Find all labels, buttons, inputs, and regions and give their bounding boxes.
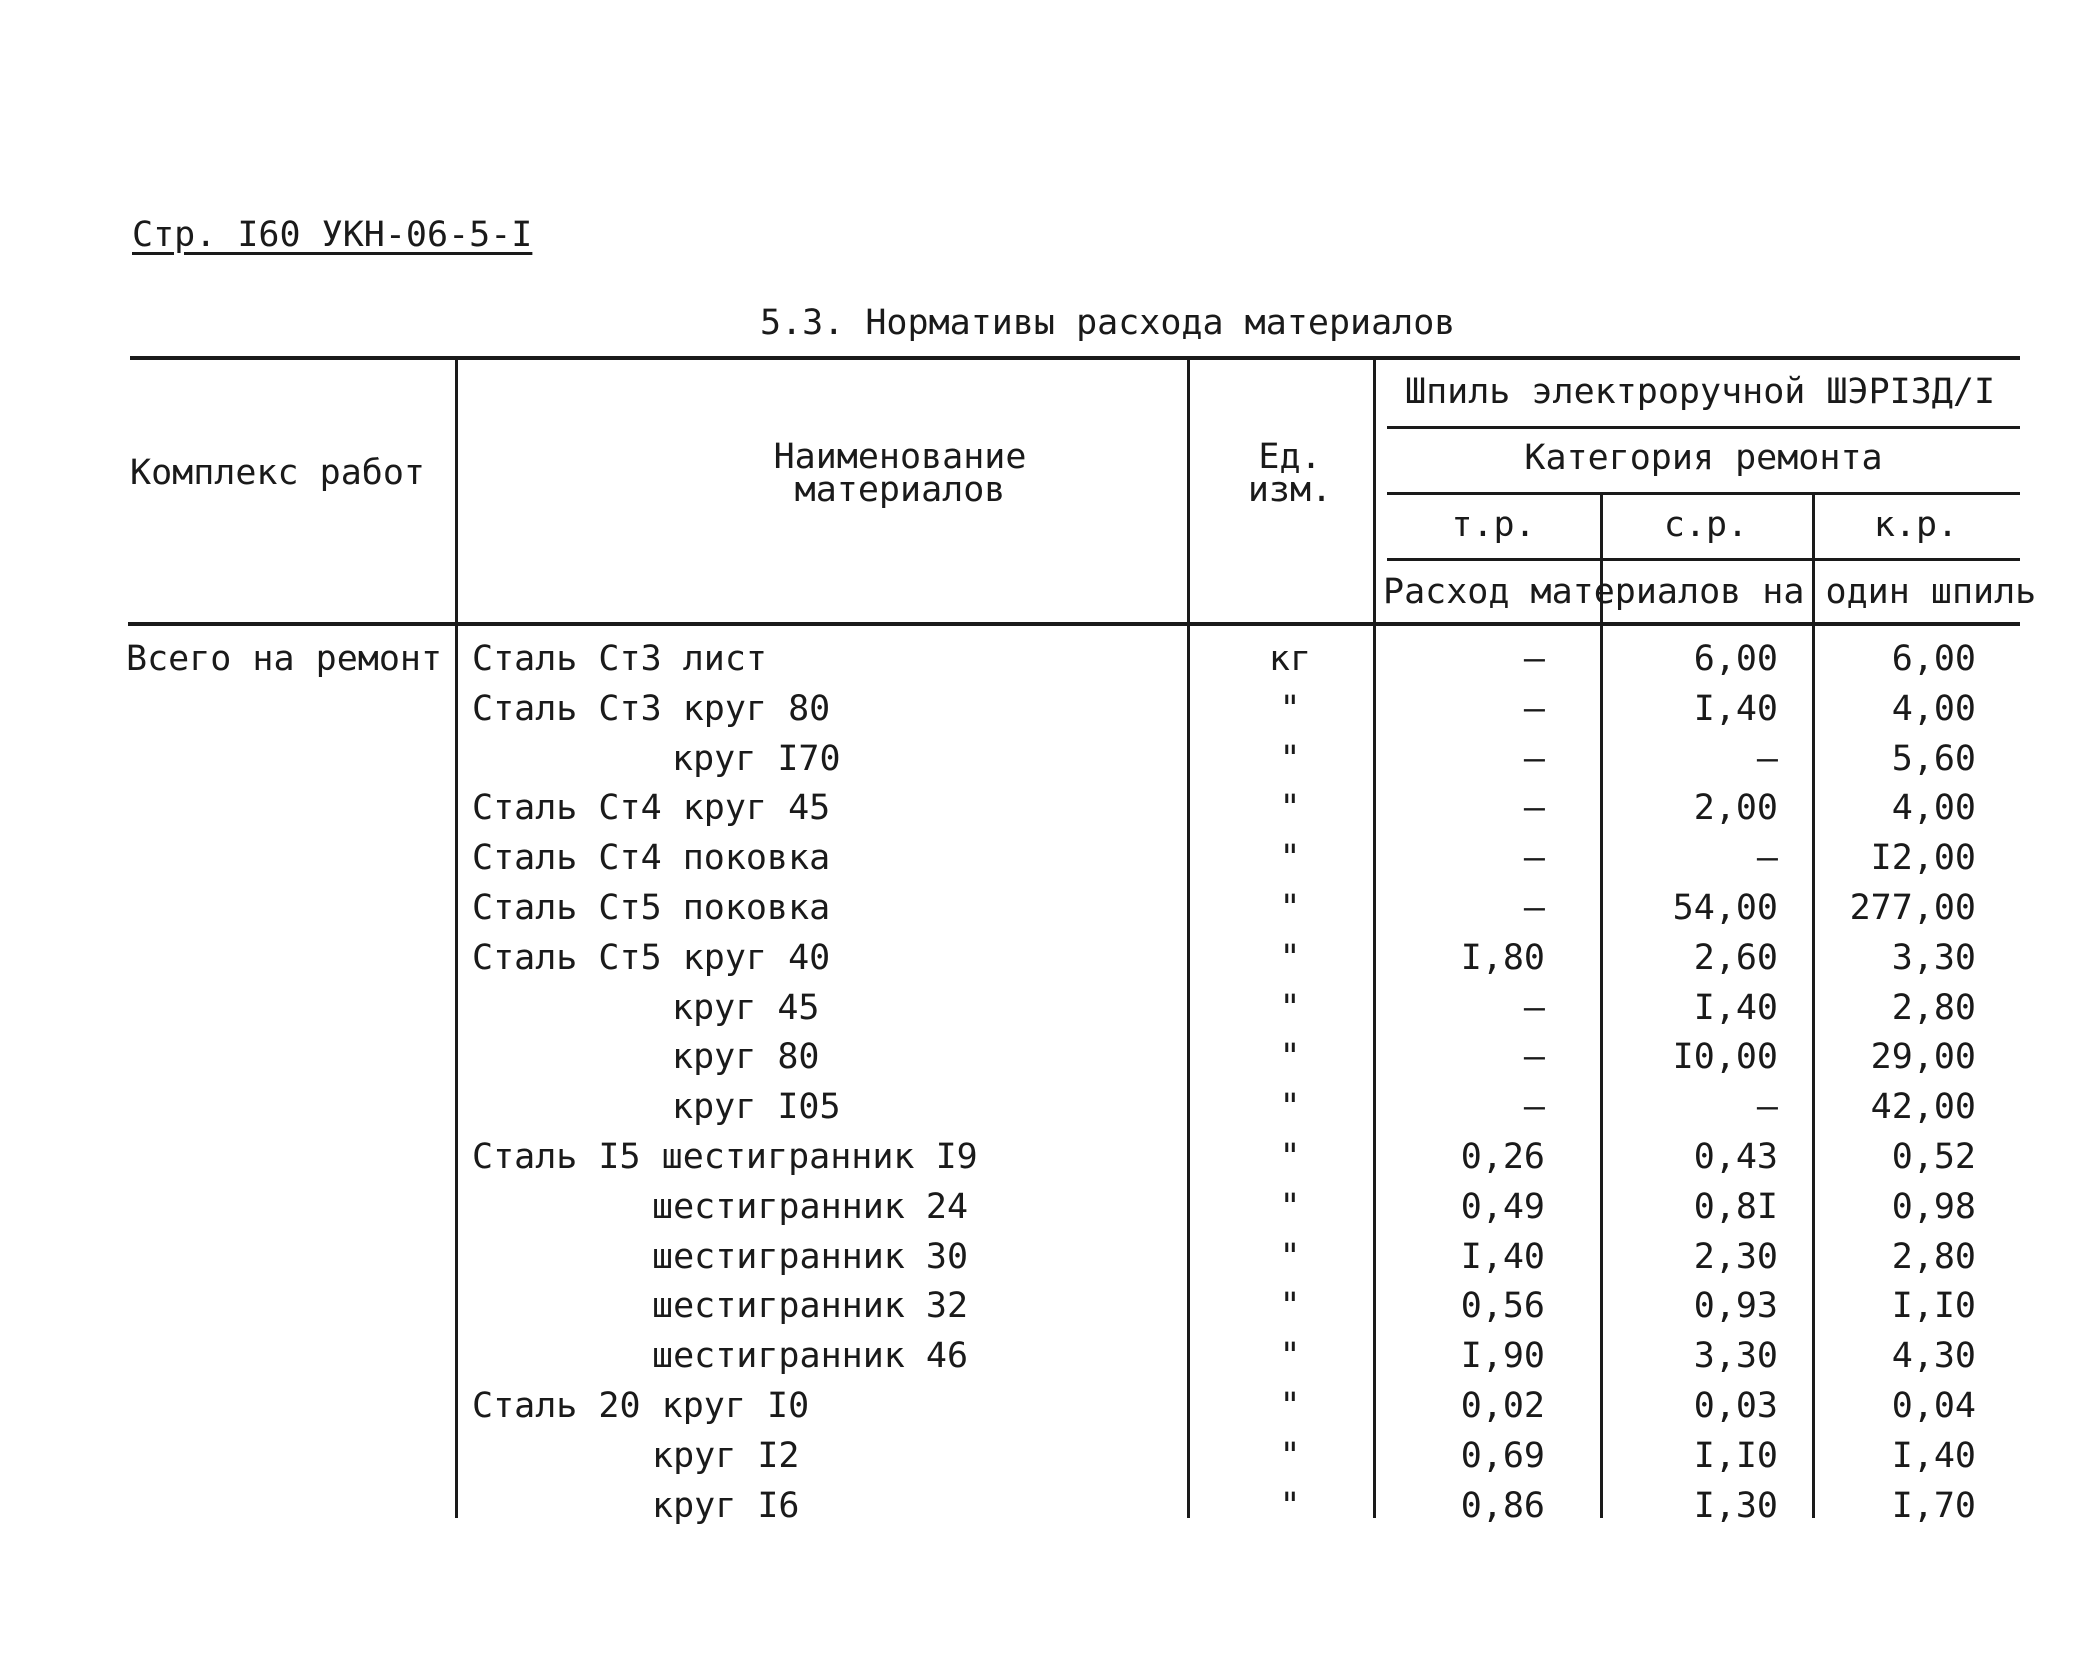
cell-kr: 0,98	[1891, 1187, 1976, 1227]
cell-sr: 2,00	[1693, 788, 1778, 828]
cell-material: круг 45	[672, 988, 820, 1028]
cell-material: шестигранник 30	[652, 1237, 969, 1277]
cell-material: Сталь Ст3 лист	[472, 639, 768, 679]
cell-kr: 277,00	[1849, 888, 1976, 928]
cell-tr: –	[1523, 888, 1545, 928]
complex-value: Всего на ремонт	[126, 639, 443, 679]
cell-material: Сталь Ст5 круг 40	[472, 938, 831, 978]
cell-unit: "	[1279, 1436, 1301, 1476]
cell-kr: 42,00	[1870, 1087, 1976, 1127]
cell-kr: I,70	[1891, 1486, 1976, 1526]
header-sr: с.р.	[1663, 505, 1749, 545]
header-material-line2: материалов	[794, 470, 1006, 510]
table-title: 5.3. Нормативы расхода материалов	[760, 303, 1456, 343]
cell-material: круг I2	[652, 1436, 800, 1476]
cell-unit: "	[1279, 739, 1301, 779]
cell-unit: "	[1279, 1087, 1301, 1127]
header-tr: т.р.	[1451, 505, 1536, 545]
cell-kr: I2,00	[1870, 838, 1976, 878]
cell-tr: 0,86	[1460, 1486, 1545, 1526]
cell-sr: 6,00	[1693, 639, 1778, 679]
cell-sr: 2,60	[1693, 938, 1778, 978]
cell-kr: 4,00	[1891, 788, 1976, 828]
cell-unit: "	[1279, 1286, 1301, 1326]
cell-kr: 0,04	[1891, 1386, 1976, 1426]
cell-tr: 0,02	[1460, 1386, 1545, 1426]
cell-unit: "	[1279, 1037, 1301, 1077]
cell-kr: 4,00	[1891, 689, 1976, 729]
cell-tr: 0,56	[1460, 1286, 1545, 1326]
cell-sr: 0,43	[1693, 1137, 1778, 1177]
header-material-line1: Наименование	[773, 437, 1027, 477]
cell-kr: I,40	[1891, 1436, 1976, 1476]
cell-sr: 3,30	[1693, 1336, 1778, 1376]
cell-kr: 6,00	[1891, 639, 1976, 679]
cell-sr: 54,00	[1672, 888, 1778, 928]
cell-kr: 3,30	[1891, 938, 1976, 978]
cell-sr: I,40	[1693, 689, 1778, 729]
subcolumn-header-rule	[1387, 558, 2020, 561]
cell-material: Сталь Ст5 поковка	[472, 888, 831, 928]
cell-sr: I,40	[1693, 988, 1778, 1028]
cell-unit: "	[1279, 1336, 1301, 1376]
page-code: Стр. I60 УКН-06-5-I	[132, 215, 533, 255]
cell-material: круг 80	[672, 1037, 820, 1077]
cell-kr: 0,52	[1891, 1137, 1976, 1177]
cell-kr: 4,30	[1891, 1336, 1976, 1376]
cell-tr: –	[1523, 838, 1545, 878]
cell-material: круг I70	[672, 739, 841, 779]
cell-unit: "	[1279, 1237, 1301, 1277]
cell-unit: "	[1279, 988, 1301, 1028]
header-unit-line1: Ед.	[1258, 437, 1322, 477]
cell-tr: I,80	[1460, 938, 1545, 978]
cell-unit: "	[1279, 838, 1301, 878]
cell-kr: 5,60	[1891, 739, 1976, 779]
header-machine: Шпиль электроручной ШЭРI3Д/I	[1405, 372, 1996, 412]
column-divider-unit	[1373, 358, 1376, 1518]
cell-unit: "	[1279, 1187, 1301, 1227]
cell-tr: –	[1523, 1037, 1545, 1077]
header-complex: Комплекс работ	[130, 453, 426, 493]
cell-tr: –	[1523, 1087, 1545, 1127]
cell-sr: –	[1756, 838, 1778, 878]
cell-tr: I,90	[1460, 1336, 1545, 1376]
column-divider-complex	[455, 358, 458, 1518]
cell-sr: I0,00	[1672, 1037, 1778, 1077]
cell-material: Сталь Ст4 поковка	[472, 838, 831, 878]
cell-tr: –	[1523, 689, 1545, 729]
cell-unit: "	[1279, 1386, 1301, 1426]
header-consumption: Расход материалов на один шпиль	[1383, 572, 2037, 612]
cell-tr: I,40	[1460, 1237, 1545, 1277]
cell-unit: "	[1279, 888, 1301, 928]
header-bottom-rule	[128, 622, 2020, 626]
cell-material: круг I6	[652, 1486, 800, 1526]
cell-sr: 0,8I	[1693, 1187, 1778, 1227]
cell-material: шестигранник 46	[652, 1336, 969, 1376]
machine-header-rule	[1387, 426, 2020, 429]
table-top-rule	[130, 356, 2020, 360]
cell-sr: 0,03	[1693, 1386, 1778, 1426]
cell-sr: 0,93	[1693, 1286, 1778, 1326]
cell-unit: кг	[1268, 639, 1312, 679]
cell-tr: –	[1523, 739, 1545, 779]
header-kr: к.р.	[1873, 505, 1959, 545]
cell-kr: 29,00	[1870, 1037, 1976, 1077]
cell-tr: –	[1523, 639, 1545, 679]
cell-kr: I,I0	[1891, 1286, 1976, 1326]
cell-sr: –	[1756, 1087, 1778, 1127]
cell-material: Сталь Ст4 круг 45	[472, 788, 831, 828]
cell-tr: 0,26	[1460, 1137, 1545, 1177]
cell-material: круг I05	[672, 1087, 841, 1127]
header-category: Категория ремонта	[1524, 438, 1883, 478]
cell-material: Сталь I5 шестигранник I9	[472, 1137, 978, 1177]
cell-material: шестигранник 24	[652, 1187, 969, 1227]
cell-unit: "	[1279, 1137, 1301, 1177]
cell-tr: 0,69	[1460, 1436, 1545, 1476]
cell-kr: 2,80	[1891, 988, 1976, 1028]
cell-tr: –	[1523, 788, 1545, 828]
cell-sr: I,I0	[1693, 1436, 1778, 1476]
cell-material: Сталь Ст3 круг 80	[472, 689, 831, 729]
cell-kr: 2,80	[1891, 1237, 1976, 1277]
cell-sr: 2,30	[1693, 1237, 1778, 1277]
cell-unit: "	[1279, 938, 1301, 978]
header-unit-line2: изм.	[1247, 470, 1333, 510]
cell-tr: –	[1523, 988, 1545, 1028]
cell-material: шестигранник 32	[652, 1286, 969, 1326]
cell-tr: 0,49	[1460, 1187, 1545, 1227]
cell-sr: –	[1756, 739, 1778, 779]
cell-sr: I,30	[1693, 1486, 1778, 1526]
category-header-rule	[1387, 492, 2020, 495]
cell-unit: "	[1279, 689, 1301, 729]
cell-material: Сталь 20 круг I0	[472, 1386, 810, 1426]
cell-unit: "	[1279, 788, 1301, 828]
column-divider-material	[1187, 358, 1190, 1518]
cell-unit: "	[1279, 1486, 1301, 1526]
